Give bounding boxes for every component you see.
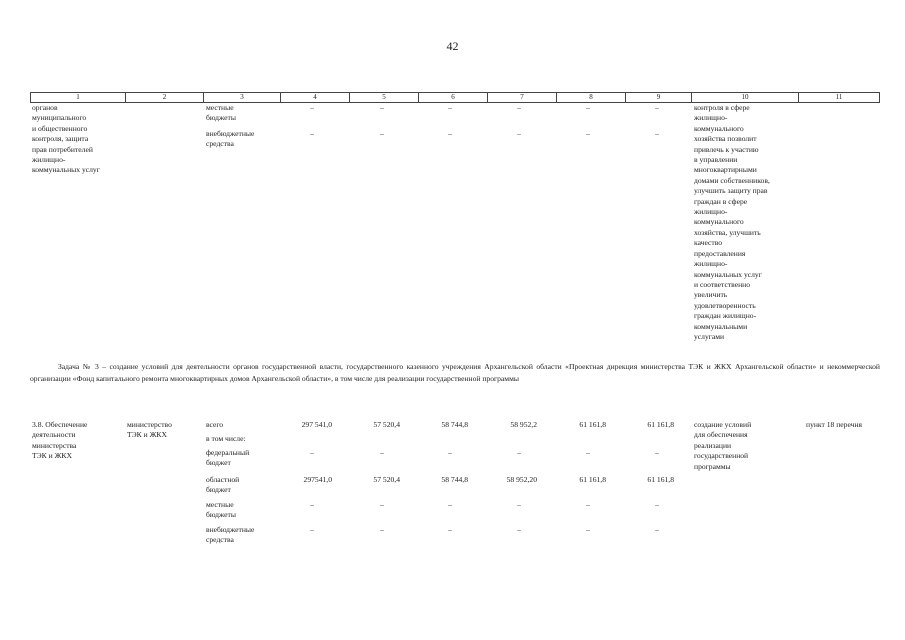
value-cell: – (586, 525, 590, 534)
funding-source: федеральный бюджет (206, 448, 250, 468)
value-cell: – (517, 103, 521, 112)
executor: министерство ТЭК и ЖКХ (127, 420, 172, 440)
value-cell: – (586, 103, 590, 112)
page-number: 42 (446, 39, 459, 53)
funding-source: внебюджетные средства (206, 525, 255, 545)
column-number: 7 (487, 93, 556, 102)
value-cell: – (586, 500, 590, 509)
value-cell: 58 744,8 (441, 475, 468, 484)
funding-source: местные бюджеты (206, 103, 236, 123)
value-cell: – (380, 500, 384, 509)
value-cell: – (655, 103, 659, 112)
value-cell: – (586, 129, 590, 138)
value-cell: – (586, 448, 590, 457)
continued-measure-name: органов муниципального и общественного контроля, защита прав потребителей жилищно- коммунальных услуг (32, 103, 100, 175)
expected-result: создание условий для обеспечения реализации государственной программы (694, 420, 752, 471)
value-cell: 297541,0 (303, 475, 332, 484)
value-cell: – (655, 500, 659, 509)
value-cell: – (310, 129, 314, 138)
value-cell: – (655, 129, 659, 138)
column-number: 4 (280, 93, 349, 102)
value-cell: 58 952,2 (510, 420, 537, 429)
value-cell: – (310, 103, 314, 112)
value-cell: – (380, 103, 384, 112)
value-cell: 57 520,4 (373, 475, 400, 484)
funding-source: в том числе: (206, 434, 246, 443)
column-number: 8 (556, 93, 625, 102)
column-number: 9 (625, 93, 691, 102)
task-3-heading (30, 361, 880, 384)
value-cell: 57 520,4 (373, 420, 400, 429)
value-cell: – (380, 129, 384, 138)
funding-source: всего (206, 420, 224, 429)
value-cell: – (310, 500, 314, 509)
value-cell: 61 161,8 (579, 475, 606, 484)
value-cell: – (448, 525, 452, 534)
value-cell: 61 161,8 (647, 475, 674, 484)
continued-expected-result: контроля в сфере жилищно- коммунального хозяйства позволит привлечь к участию в управлении многоквартирными домами собственников, улучшить защиту прав граждан в сфере жилищно- коммунального хозяйства, улучшить качество предоставления жилищно- коммунальных услуг и соответственно увеличить удовлетворенность граждан жилищно- коммунальными услугами (694, 103, 770, 341)
column-number: 10 (691, 93, 798, 102)
column-number-row (30, 92, 880, 103)
value-cell: – (517, 448, 521, 457)
value-cell: – (448, 103, 452, 112)
value-cell: 61 161,8 (579, 420, 606, 429)
value-cell: – (310, 448, 314, 457)
value-cell: – (310, 525, 314, 534)
value-cell: – (655, 448, 659, 457)
value-cell: – (380, 448, 384, 457)
value-cell: – (380, 525, 384, 534)
value-cell: 58 744,8 (441, 420, 468, 429)
value-cell: – (655, 525, 659, 534)
funding-source: местные бюджеты (206, 500, 236, 520)
value-cell: 297 541,0 (301, 420, 332, 429)
task-3-text: Задача № 3 – создание условий для деятельности органов государственной власти, государственного казенного учреждения Архангельской области «Проектная дирекция министерства ТЭК и ЖКХ Архангельской области» и некоммерческой организации «Фонд капитального ремонта многоквартирных домов Архангельской области», в том числе для реализации государственной программы (30, 362, 880, 383)
column-number: 6 (418, 93, 487, 102)
measure-name: 3.8. Обеспечение деятельности министерства ТЭК и ЖКХ (32, 420, 88, 461)
value-cell: – (448, 448, 452, 457)
column-number: 1 (30, 93, 125, 102)
value-cell: – (517, 129, 521, 138)
value-cell: – (448, 500, 452, 509)
column-number: 2 (125, 93, 203, 102)
column-number: 11 (798, 93, 880, 102)
column-number: 5 (349, 93, 418, 102)
funding-source: внебюджетные средства (206, 129, 255, 149)
column-number: 3 (203, 93, 280, 102)
program-link: пункт 18 перечня (806, 420, 863, 429)
value-cell: – (448, 129, 452, 138)
value-cell: – (517, 500, 521, 509)
value-cell: 58 952,20 (506, 475, 537, 484)
value-cell: – (517, 525, 521, 534)
funding-source: областной бюджет (206, 475, 240, 495)
value-cell: 61 161,8 (647, 420, 674, 429)
